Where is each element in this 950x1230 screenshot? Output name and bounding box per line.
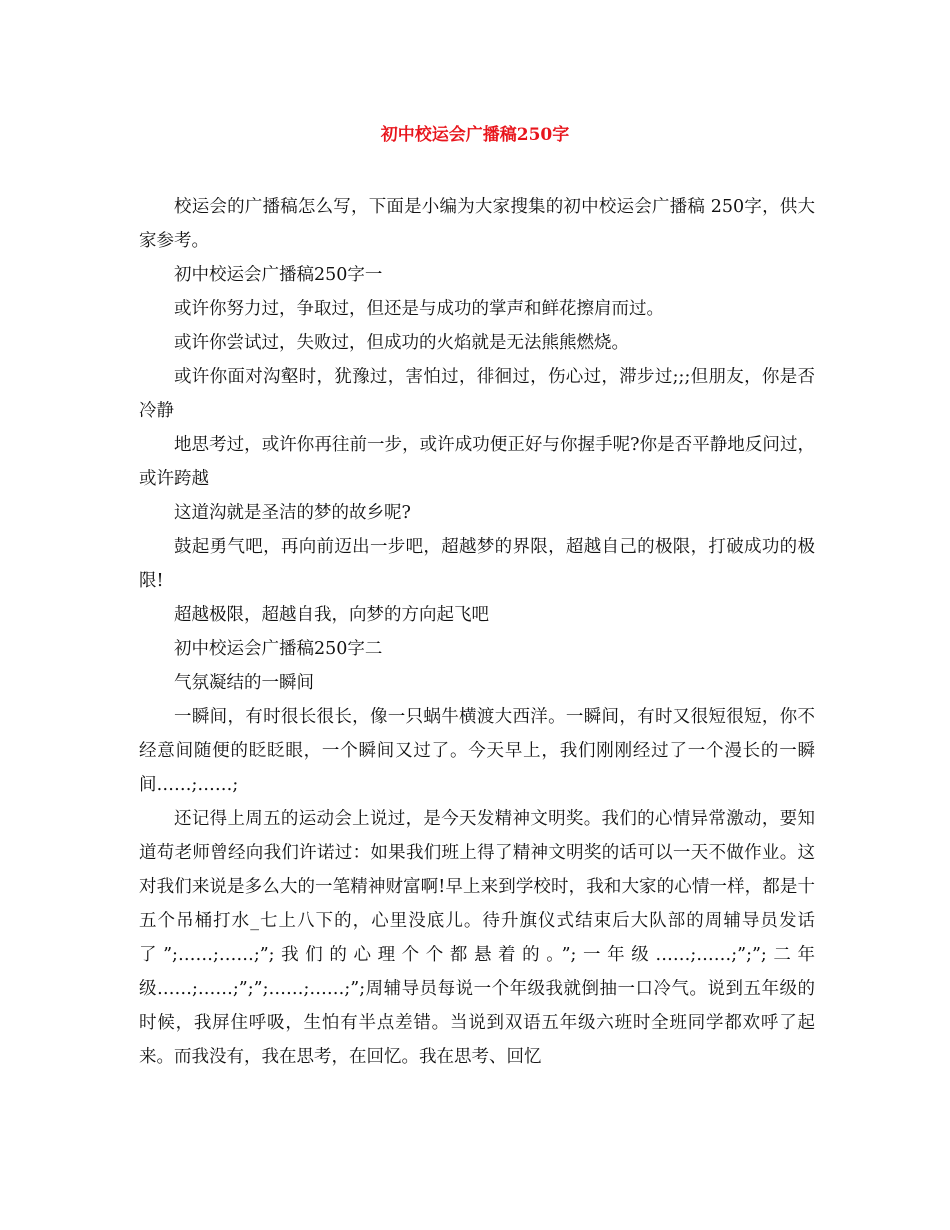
document-title: 初中校运会广播稿250字 (380, 125, 570, 145)
section-heading: 初中校运会广播稿250字二 (174, 639, 383, 659)
paragraph: 鼓起勇气吧，再向前迈出一步吧，超越梦的界限，超越自己的极限，打破成功的极限! (139, 537, 815, 591)
paragraph: 一瞬间，有时很长很长，像一只蜗牛横渡大西洋。一瞬间，有时又很短很短，你不经意间随便的眨眨眼，一个瞬间又过了。今天早上，我们刚刚经过了一个漫长的一瞬间……;……; (139, 707, 815, 795)
paragraph: 气氛凝结的一瞬间 (174, 673, 314, 693)
paragraph: 校运会的广播稿怎么写，下面是小编为大家搜集的初中校运会广播稿 250字，供大家参考。 (139, 197, 815, 251)
paragraph: 这道沟就是圣洁的梦的故乡呢? (174, 503, 411, 523)
paragraph: 地思考过，或许你再往前一步，或许成功便正好与你握手呢?你是否平静地反问过，或许跨越 (139, 435, 815, 489)
paragraph: 超越极限，超越自我，向梦的方向起飞吧 (174, 605, 489, 625)
paragraph: 或许你尝试过，失败过，但成功的火焰就是无法熊熊燃烧。 (174, 333, 629, 353)
paragraph: 或许你努力过，争取过，但还是与成功的掌声和鲜花擦肩而过。 (174, 299, 664, 319)
document-body (139, 190, 815, 1074)
paragraph: 还记得上周五的运动会上说过，是今天发精神文明奖。我们的心情异常激动，要知道苟老师曾经向我们许诺过：如果我们班上得了精神文明奖的话可以一天不做作业。这对我们来说是多么大的一笔精神财富啊!早上来到学校时，我和大家的心情一样，都是十五个吊桶打水_七上八下的，心里没底儿。待升旗仪式结束后大队部的周辅导员发话了”;……;……;”;我们的心理个个都悬着的。”;一年级……;……;”;”;二年级……;……;”;”;……;……;”;周辅导员每说一个年级我就倒抽一口冷气。说到五年级的时候，我屏住呼吸，生怕有半点差错。当说到双语五年级六班时全班同学都欢呼了起来。而我没有，我在思考，在回忆。我在思考、回忆 (139, 809, 815, 1067)
paragraph: 或许你面对沟壑时，犹豫过，害怕过，徘徊过，伤心过，滞步过;;;但朋友，你是否冷静 (139, 367, 815, 421)
section-heading: 初中校运会广播稿250字一 (174, 265, 383, 285)
